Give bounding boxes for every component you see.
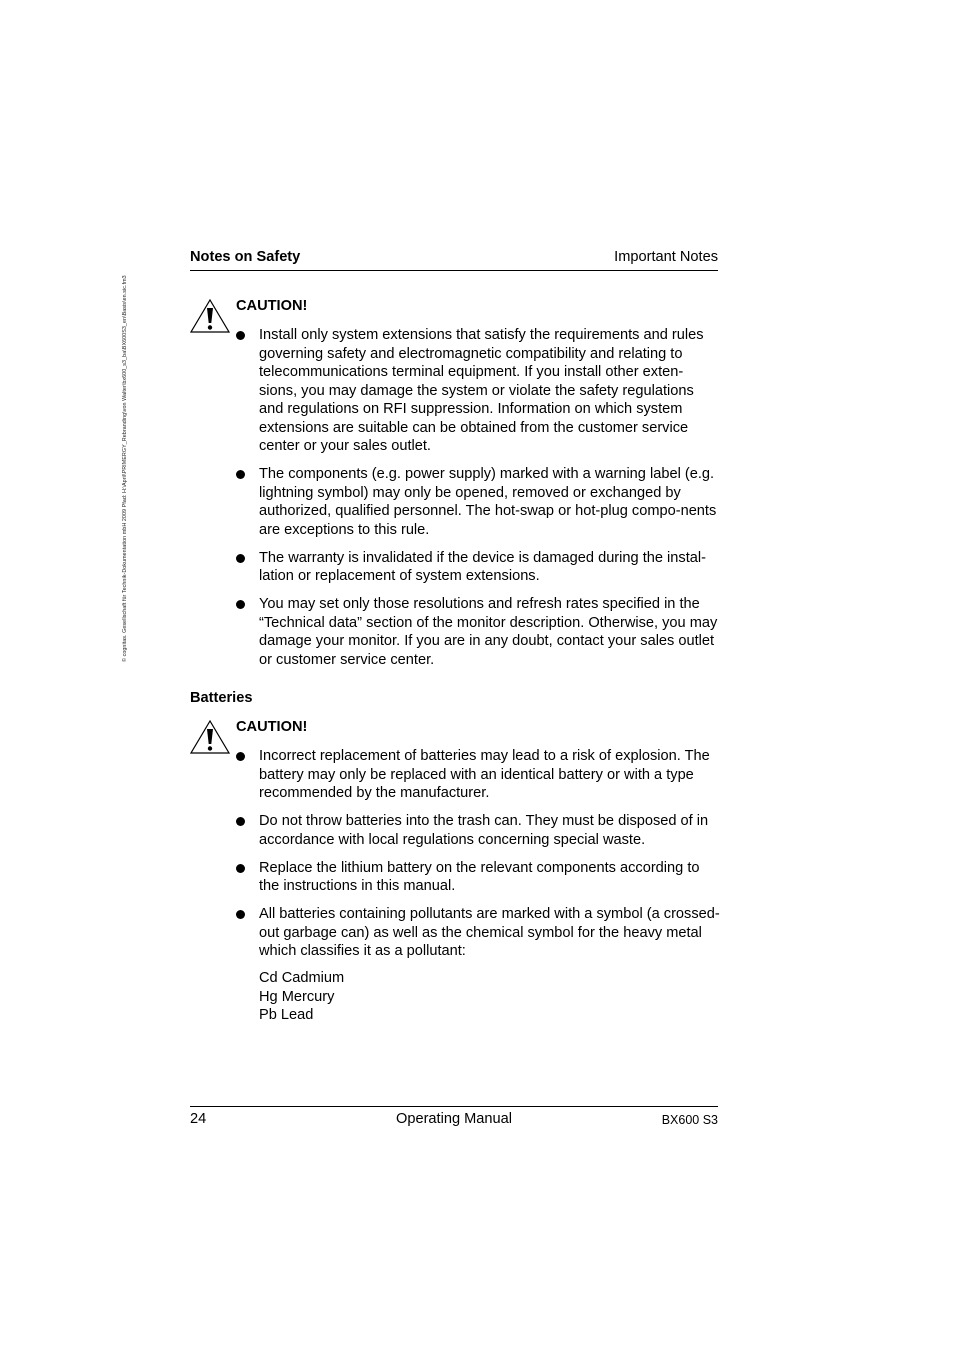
bullet-icon	[236, 817, 245, 826]
page-number: 24	[190, 1111, 207, 1127]
page-footer	[190, 1106, 718, 1131]
list-item: Install only system extensions that satisfy the requirements and rules governing safety and electromagnetic compatibility and relating to telecommunications terminal equipment. If you install other exten-sions, you may damage the system or violate the safety regulations and regulations on RFI suppression. Information on which system extensions are suitable can be obtained from the customer service center or your sales outlet.	[236, 326, 720, 456]
side-copyright-note: © cognitas. Gesellschaft für Technik-Dokumentation mbH 2009 Pfad: H:\April\PRIMERGY_Rebranding\von Walter\bx600_s3_ba\BX600S3_en\Basis\en.sic.fm3	[122, 275, 128, 662]
pollutant-element-list	[259, 969, 344, 1025]
header-section-title: Notes on Safety	[190, 249, 301, 265]
list-item: Incorrect replacement of batteries may lead to a risk of explosion. The battery may only be replaced with an identical battery or with a type recommended by the manufacturer.	[236, 747, 720, 803]
pollutant-element: Cd Cadmium	[259, 970, 345, 986]
bullet-icon	[236, 554, 245, 563]
list-item: You may set only those resolutions and refresh rates specified in the “Technical data” section of the monitor description. Otherwise, you may damage your monitor. If you are in any doubt, contact your sales outlet or customer service center.	[236, 595, 720, 669]
page-header	[190, 248, 718, 271]
warning-triangle-icon	[190, 720, 230, 754]
list-item: The components (e.g. power supply) marked with a warning label (e.g. lightning symbol) may only be opened, removed or exchanged by authorized, qualified personnel. The hot-swap or hot-plug compo-nents are exceptions to this rule.	[236, 465, 720, 539]
list-item: The warranty is invalidated if the device is damaged during the instal-lation or replacement of system extensions.	[236, 549, 720, 586]
pollutant-element: Hg Mercury	[259, 988, 335, 1005]
bullet-icon	[236, 470, 245, 479]
caution-list	[236, 326, 720, 679]
bullet-icon	[236, 331, 245, 340]
warning-triangle-icon	[190, 299, 230, 333]
battery-caution-list	[236, 747, 720, 970]
manual-title: Operating Manual	[395, 1111, 512, 1127]
list-item: All batteries containing pollutants are marked with a symbol (a crossed-out garbage can) as well as the chemical symbol for the heavy metal which classifies it as a pollutant:	[236, 905, 720, 961]
section-title-batteries: Batteries	[190, 690, 253, 706]
list-item: Replace the lithium battery on the relevant components according to the instructions in this manual.	[236, 859, 720, 896]
caution-title: CAUTION!	[236, 719, 308, 735]
bullet-icon	[236, 864, 245, 873]
bullet-icon	[236, 910, 245, 919]
list-item: Do not throw batteries into the trash can. They must be disposed of in accordance with local regulations concerning special waste.	[236, 812, 720, 849]
pollutant-element: Pb Lead	[259, 1007, 314, 1023]
model-name: BX600 S3	[661, 1113, 718, 1127]
bullet-icon	[236, 752, 245, 761]
header-chapter-title: Important Notes	[614, 249, 718, 265]
caution-title: CAUTION!	[236, 298, 308, 314]
bullet-icon	[236, 600, 245, 609]
